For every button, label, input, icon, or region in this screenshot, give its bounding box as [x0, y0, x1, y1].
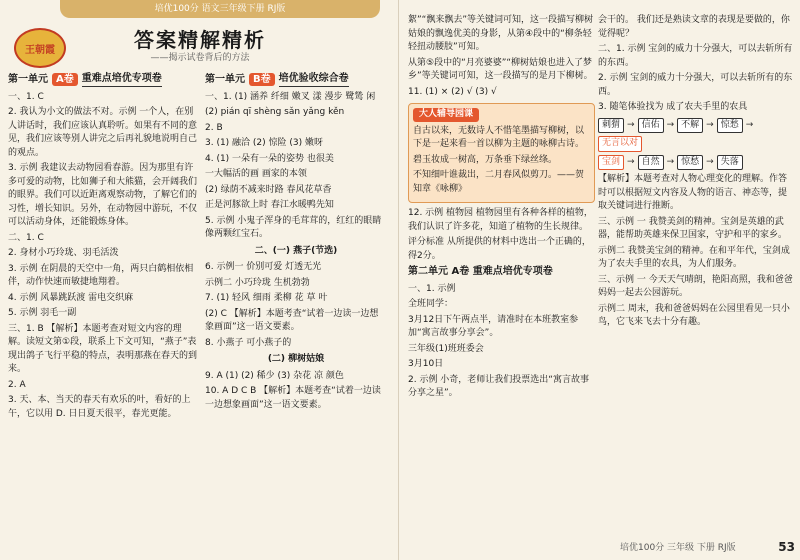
answer-item: 3. 示例 在阴晨的天空中一角，两只白鹤相依相伴，动作快速而敏捷地翔着。: [8, 263, 194, 287]
flow-node: 不解: [677, 118, 703, 134]
flow-node: 自然: [638, 155, 664, 171]
arrow-right-icon: →: [666, 156, 675, 167]
answer-item: 2. 我认为小文的做法不对。示例 一个人，在别人讲话时，我们应该认真聆听。如果有不同的意见，我们应该等别人讲完之后再礼貌地说明自己的观点。: [8, 107, 198, 158]
answer-item: 一、1. 示例: [408, 283, 456, 294]
arrow-right-icon: →: [627, 119, 635, 130]
answer-item: 3月10日: [408, 359, 444, 369]
answer-item: 2. 示例 宝剑的威力十分强大，可以去斩所有的东西。: [598, 73, 793, 97]
answer-item: 一大幅活的画 画家的本领: [205, 169, 307, 179]
page-gutter: [398, 0, 399, 560]
column-1: [8, 70, 198, 540]
column-3: [408, 14, 595, 544]
poem-line: 不知细叶谁裁出，二月春风似剪刀。——贺知章《咏柳》: [413, 170, 585, 194]
emotion-flow-diagram: [598, 118, 793, 152]
flow-node: 宝剑: [598, 155, 624, 171]
answer-item: (2) 绿荫不减来时路 春风花草香: [205, 184, 332, 195]
unit-title: 培优验收综合卷: [279, 72, 349, 87]
answer-item: 8. 小燕子 可小燕子的: [205, 337, 292, 348]
answer-item: 评分标准 从所提供的材料中选出一个正确的，得2分。: [408, 237, 591, 261]
answer-item: 3. (1) 融洽 (2) 惊险 (3) 嫩呀: [205, 138, 323, 148]
answer-item: 三、1. B 【解析】本题考查对短文内容的理解。读短文第①段，联系上下文可知，“燕子”表现出鸽子飞行平稳的特点，表明那燕在春天的到来。: [8, 323, 198, 374]
unit-title: 重难点培优专项卷: [82, 72, 162, 87]
poem-callout-box: [408, 103, 595, 203]
answer-item: 正是河豚欲上时 春江水暖鸭先知: [205, 200, 334, 210]
answer-item: 3月12日下午两点半，请准时在本班教室参加“寓言故事分享会”。: [408, 314, 579, 338]
unit-label: 第一单元: [205, 73, 245, 85]
answer-item: 一、1. C: [8, 91, 44, 102]
answer-item: 2. 示例 小奇，老师让我们投票选出“寓言故事分享之星”。: [408, 374, 589, 398]
brand-logo-icon: 王朝霞: [14, 28, 66, 68]
book-header-banner: 培优100分 语文三年级下册 RJ版: [60, 0, 380, 18]
answer-item: 4. (1) 一朵有一朵的姿势 也很美: [205, 153, 334, 164]
flow-node: 信佑: [638, 118, 664, 134]
arrow-right-icon: →: [627, 156, 635, 167]
unit-label: 第一单元: [8, 73, 48, 85]
answer-item: (2) C 【解析】本题考查“试着一边读一边想象画面”这一语文要素。: [205, 308, 379, 332]
answer-item: 3. 示例 我建议去动物园看春游。因为那里有许多可爱的动物，比如狮子和大熊猫，会开阔我们的眼界。我们可以近距离观察动物，了解它们的习性，增长知识。另外，在动物园中游玩，不仅可以活动身体，还能锻炼身体。: [8, 163, 198, 227]
answer-item: 11. (1) × (2) √ (3) √: [408, 86, 497, 97]
answer-item: 2. B: [205, 122, 223, 133]
flow-node: 刺猬: [598, 118, 624, 134]
poem-line: 自古以来，无数诗人不惜笔墨描写柳树，以下是一起来看一首以柳为主题的咏柳古诗。: [413, 125, 585, 149]
emotion-flow-diagram: [598, 155, 793, 171]
answer-item: 从第⑤段中的“月亮婆婆”“柳树姑娘也进入了梦乡”等关键词可知，这一段描写的是月下柳树。: [408, 57, 593, 81]
callout-heading: 大人辅导园课: [413, 108, 479, 122]
answer-item: 絮”“飘来飘去”等关键词可知，这一段描写柳树姑娘的飘逸优美的身影，从第④段中的“柳条轻轻扭动腰肢”可知。: [408, 15, 593, 52]
page-number: 53: [778, 540, 795, 554]
answer-item: 示例二 我赞美宝剑的精神。在和平年代，宝剑成为了农夫手里的农具，为人们服务。: [598, 245, 790, 269]
section-heading: 二、(一) 燕子(节选): [254, 245, 338, 256]
unit-header: 第二单元 A卷 重难点培优专项卷: [408, 266, 553, 277]
unit-header: [8, 72, 198, 87]
answer-item: 三、示例 一 今天天气晴朗，艳阳高照，我和爸爸妈妈一起去公园游玩。: [598, 274, 793, 298]
answer-item: 二、1. 示例 宝剑的威力十分强大，可以去斩所有的东西。: [598, 44, 793, 68]
column-4: [598, 14, 793, 544]
answer-item: 二、1. C: [8, 232, 44, 243]
arrow-right-icon: →: [706, 156, 714, 167]
answer-item: 12. 示例 植物园 植物园里有各种各样的植物，我们认识了许多花，知道了植物的生长规律。: [408, 208, 593, 232]
flow-node: 失落: [717, 155, 743, 171]
answer-item: 全班同学：: [408, 299, 454, 309]
answer-item: 三、示例 一 我赞美剑的精神。宝剑是英雄的武器，能帮助英雄来保卫国家，守护和平的家乡。: [598, 216, 788, 240]
section-heading: (二) 柳树姑娘: [267, 354, 325, 364]
answer-item: 4. 示例 风暴跳跃渡 雷电交织麻: [8, 292, 134, 303]
answer-item: 5. 示例 羽毛一副: [8, 308, 77, 318]
answer-item: 9. A (1) (2) 稀少 (3) 杂花 凉 颜色: [205, 370, 344, 381]
page-footer: [620, 540, 795, 554]
arrow-right-icon: →: [745, 119, 754, 130]
answer-item: 示例二 小巧玲珑 生机勃勃: [205, 277, 310, 288]
page-subtitle: ——揭示试卷背后的方法: [150, 53, 250, 63]
flow-node: 惊愁: [677, 155, 703, 171]
answer-item: 【解析】本题考查对人物心理变化的理解。作答时可以根据短文内容及人物的语言、神态等，提取关键词进行推断。: [598, 174, 788, 211]
answer-item: (2) pián qī shèng sǎn yǎng kěn: [205, 107, 345, 117]
answer-item: 一、1. (1) 涵养 纤细 嫩叉 漾 漫步 鹭鸶 闲: [205, 91, 376, 102]
column-2: [205, 70, 387, 540]
answer-item: 3. 随笔体验找为 成了农夫手里的农具: [598, 102, 748, 112]
paper-badge: A卷: [52, 73, 78, 87]
arrow-right-icon: →: [706, 119, 714, 130]
footer-book-info: 培优100分 三年级 下册 RJ版: [620, 543, 736, 553]
answer-item: 5. 示例 小鬼子浑身的毛茸茸的，红红的眼睛像两颗红宝石。: [205, 215, 382, 239]
answer-item: 三年级(1)班班委会: [408, 343, 484, 354]
answer-item: 2. 身材小巧玲珑、羽毛活泼: [8, 248, 119, 258]
arrow-right-icon: →: [666, 119, 675, 130]
answer-item: 2. A: [8, 379, 26, 390]
answer-item: 7. (1) 轻风 细雨 柔柳 花 草 叶: [205, 293, 328, 303]
answer-item: 3. 天、本、当天的春天有欢乐的叶，看好的上午，它以用 D. 日日夏天很平，春光更能。: [8, 395, 191, 419]
flow-node: 惊愁: [717, 118, 743, 134]
page-title: 答案精解精析: [134, 28, 266, 52]
answer-item: 示例二 周末，我和爸爸妈妈在公园里看见一只小鸟，它飞来飞去十分有趣。: [598, 303, 790, 327]
answer-item: 10. A D C B 【解析】本题考查“试着一边读一边想象画面”这一语文要素。: [205, 386, 381, 410]
paper-badge: B卷: [249, 73, 275, 87]
answer-item: 会干的。 我们还是熟读文章的表现是要做的，你觉得呢？: [598, 15, 790, 39]
answer-item: 6. 示例一 价别可爱 灯透无光: [205, 262, 322, 272]
unit-header: [205, 72, 387, 87]
flow-node: 无言以对: [598, 136, 642, 152]
poem-line: 碧玉妆成一树高，万条垂下绿丝绦。: [413, 154, 558, 165]
